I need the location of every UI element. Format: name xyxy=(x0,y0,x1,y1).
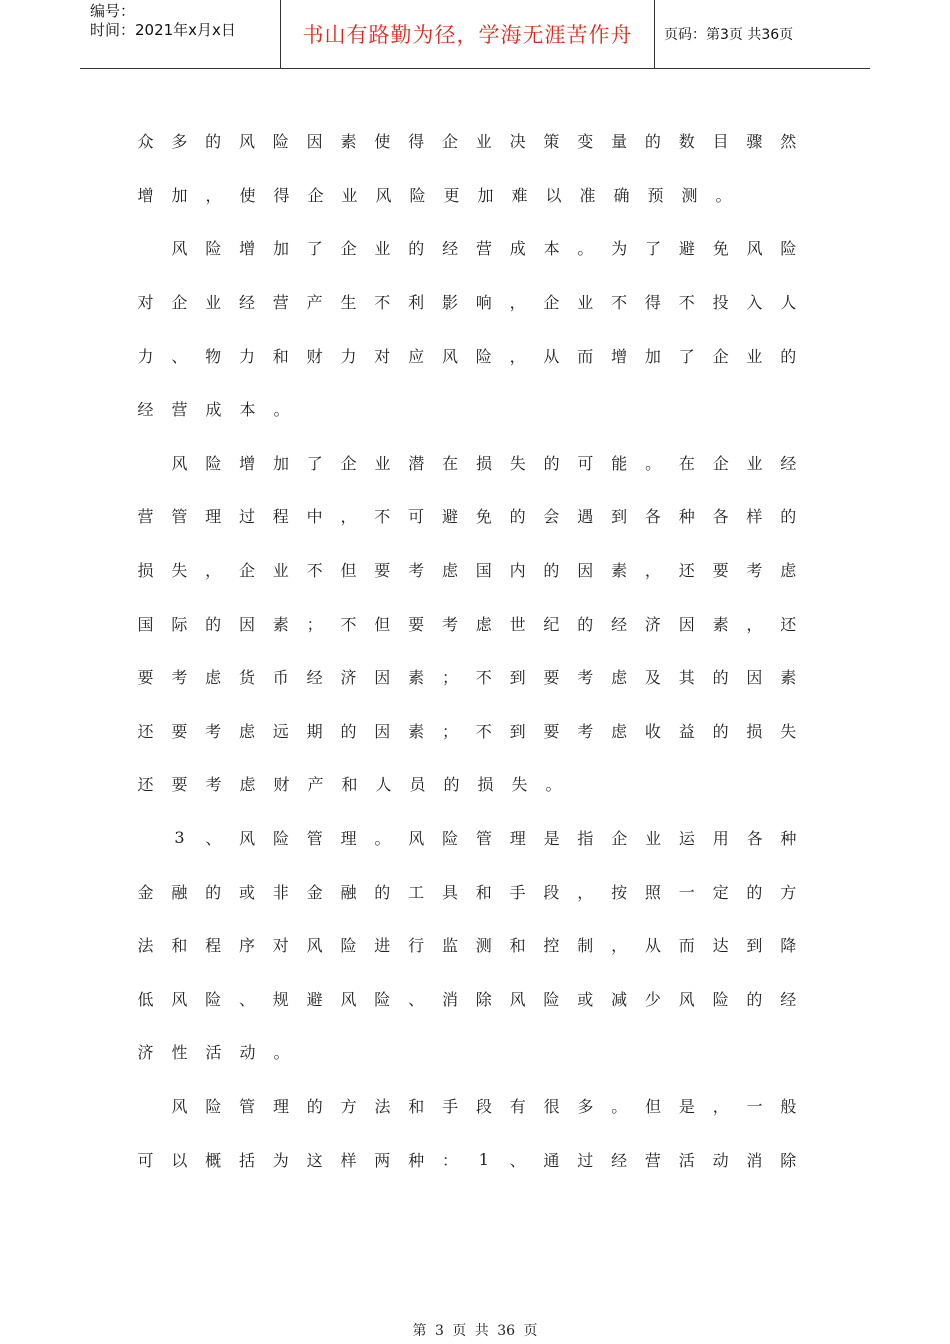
text-line: 法 和 程 序 对 风 险 进 行 监 测 和 控 制 ， 从 而 达 到 降 xyxy=(137,936,797,956)
text-line: 国 际 的 因 素 ； 不 但 要 考 虑 世 纪 的 经 济 因 素 ， 还 xyxy=(137,614,797,634)
header-meta xyxy=(80,0,281,68)
text-line: 经 营 成 本 。 xyxy=(137,400,290,420)
text-line: 3 、 风 险 管 理 。 风 险 管 理 是 指 企 业 运 用 各 种 xyxy=(174,828,797,849)
text-line: 增 加 ， 使 得 企 业 风 险 更 加 难 以 准 确 预 测 。 xyxy=(137,185,732,205)
text-line: 还 要 考 虑 远 期 的 因 素 ； 不 到 要 考 虑 收 益 的 损 失 xyxy=(137,721,797,741)
text-line: 济 性 活 动 。 xyxy=(137,1043,290,1063)
text-line: 要 考 虑 货 币 经 济 因 素 ； 不 到 要 考 虑 及 其 的 因 素 xyxy=(137,668,797,688)
text-line: 还 要 考 虑 财 产 和 人 员 的 损 失 。 xyxy=(137,775,562,795)
text-line: 营 管 理 过 程 中 ， 不 可 避 免 的 会 遇 到 各 种 各 样 的 xyxy=(137,507,797,527)
text-line: 金 融 的 或 非 金 融 的 工 具 和 手 段 ， 按 照 一 定 的 方 xyxy=(137,882,797,902)
text-line: 可 以 概 括 为 这 样 两 种 ： 1 、 通 过 经 营 活 动 消 除 xyxy=(137,1149,797,1170)
text-line: 风 险 增 加 了 企 业 潜 在 损 失 的 可 能 。 在 企 业 经 xyxy=(171,453,797,473)
page-header xyxy=(80,0,870,69)
text-line: 众 多 的 风 险 因 素 使 得 企 业 决 策 变 量 的 数 目 骤 然 xyxy=(137,132,797,152)
text-line: 力 、 物 力 和 财 力 对 应 风 险 ， 从 而 增 加 了 企 业 的 xyxy=(137,346,797,366)
text-line: 风 险 管 理 的 方 法 和 手 段 有 很 多 。 但 是 ， 一 般 xyxy=(171,1096,797,1116)
text-line: 低 风 险 、 规 避 风 险 、 消 除 风 险 或 减 少 风 险 的 经 xyxy=(137,989,797,1009)
header-page-info: 页码：第3页 共36页 xyxy=(664,27,794,43)
header-slogan: 书山有路勤为径，学海无涯苦作舟 xyxy=(281,0,655,68)
text-line: 损 失 ， 企 业 不 但 要 考 虑 国 内 的 因 素 ， 还 要 考 虑 xyxy=(137,561,797,581)
document-time-label: 时间：2021年x月x日 xyxy=(90,21,236,39)
document-body xyxy=(137,114,797,1186)
text-line: 对 企 业 经 营 产 生 不 利 影 响 ， 企 业 不 得 不 投 入 人 xyxy=(137,293,797,313)
page-footer: 第 3 页 共 36 页 xyxy=(412,1323,538,1339)
text-line: 风 险 增 加 了 企 业 的 经 营 成 本 。 为 了 避 免 风 险 xyxy=(171,239,797,259)
document-number-label: 编号： xyxy=(90,2,136,20)
